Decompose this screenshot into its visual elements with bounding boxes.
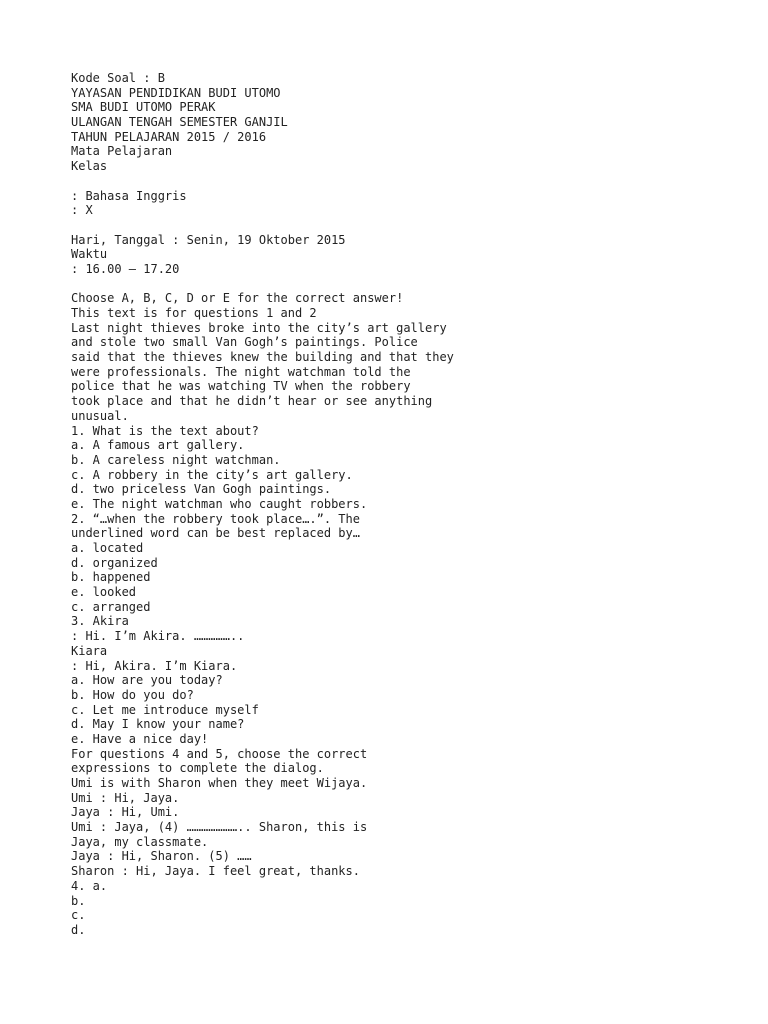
passage-line: unusual. — [71, 408, 129, 423]
answer-option: a. How are you today? — [71, 673, 223, 688]
answer-option: e. Have a nice day! — [71, 731, 209, 746]
dialog-line: Jaya : Hi, Sharon. (5) …… — [71, 849, 252, 864]
dialog-line: Sharon : Hi, Jaya. I feel great, thanks. — [71, 864, 360, 879]
answer-option: d. organized — [71, 555, 158, 570]
answer-option: c. Let me introduce myself — [71, 702, 259, 717]
passage-line: Last night thieves broke into the city’s art gallery — [71, 320, 447, 335]
spacer — [71, 277, 731, 292]
time-label: Waktu — [71, 247, 108, 262]
answer-option: b. — [71, 893, 86, 908]
answer-option: e. looked — [71, 585, 137, 600]
questions-4-5 — [71, 747, 731, 938]
answer-option: d. May I know your name? — [71, 717, 245, 732]
passage-line: were professionals. The night watchman told the — [71, 364, 411, 379]
dialog-line: Umi is with Sharon when they meet Wijaya. — [71, 776, 368, 790]
reading-passage — [71, 321, 731, 424]
question-3 — [71, 614, 731, 746]
answer-option: 4. a. — [71, 878, 108, 893]
class-label: Kelas — [71, 159, 108, 174]
question-2 — [71, 512, 731, 615]
passage-line: said that the thieves knew the building and that they — [71, 350, 454, 365]
question-instruction: For questions 4 and 5, choose the correct — [71, 746, 368, 761]
dialog-line: Kiara — [71, 643, 108, 658]
spacer — [71, 218, 731, 233]
class-value: : X — [71, 203, 93, 218]
time-value: : 16.00 – 17.20 — [71, 261, 180, 276]
dialog-line: Umi : Jaya, (4) ………………….. Sharon, this is — [71, 820, 368, 835]
question-1 — [71, 424, 731, 512]
question-text: underlined word can be best replaced by… — [71, 526, 360, 541]
answer-option: c. — [71, 908, 86, 923]
answer-option: b. A careless night watchman. — [71, 452, 281, 467]
question-instruction: expressions to complete the dialog. — [71, 761, 324, 776]
answer-option: b. happened — [71, 570, 151, 585]
kode-soal: Kode Soal : B — [71, 71, 165, 85]
dialog-line: 3. Akira — [71, 614, 129, 629]
question-text: 2. “…when the robbery took place….”. The — [71, 511, 360, 526]
dialog-line: Jaya, my classmate. — [71, 834, 209, 849]
answer-option: d. two priceless Van Gogh paintings. — [71, 482, 332, 497]
foundation-name: YAYASAN PENDIDIKAN BUDI UTOMO — [71, 85, 281, 100]
exam-document — [71, 71, 731, 938]
answer-option: b. How do you do? — [71, 687, 194, 702]
subject-label: Mata Pelajaran — [71, 144, 173, 159]
answer-option: d. — [71, 922, 86, 937]
exam-date: Hari, Tanggal : Senin, 19 Oktober 2015 — [71, 232, 346, 247]
question-text: 1. What is the text about? — [71, 423, 259, 438]
academic-year: TAHUN PELAJARAN 2015 / 2016 — [71, 129, 267, 144]
answer-option: a. A famous art gallery. — [71, 438, 245, 453]
dialog-line: : Hi, Akira. I’m Kiara. — [71, 658, 238, 673]
answer-option: c. arranged — [71, 599, 151, 614]
text-intro: This text is for questions 1 and 2 — [71, 306, 317, 320]
school-name: SMA BUDI UTOMO PERAK — [71, 100, 216, 115]
answer-option: c. A robbery in the city’s art gallery. — [71, 467, 353, 482]
answer-option: a. located — [71, 541, 144, 555]
passage-line: and stole two small Van Gogh’s paintings. Police — [71, 335, 418, 350]
spacer — [71, 174, 731, 189]
passage-line: took place and that he didn’t hear or see anything — [71, 394, 433, 409]
dialog-line: : Hi. I’m Akira. …………….. — [71, 629, 245, 644]
dialog-line: Jaya : Hi, Umi. — [71, 805, 180, 820]
subject-value: : Bahasa Inggris — [71, 188, 187, 203]
passage-line: police that he was watching TV when the robbery — [71, 379, 411, 394]
answer-option: e. The night watchman who caught robbers. — [71, 496, 368, 511]
instructions: Choose A, B, C, D or E for the correct answer! — [71, 291, 404, 306]
dialog-line: Umi : Hi, Jaya. — [71, 790, 180, 805]
exam-title: ULANGAN TENGAH SEMESTER GANJIL — [71, 115, 288, 130]
